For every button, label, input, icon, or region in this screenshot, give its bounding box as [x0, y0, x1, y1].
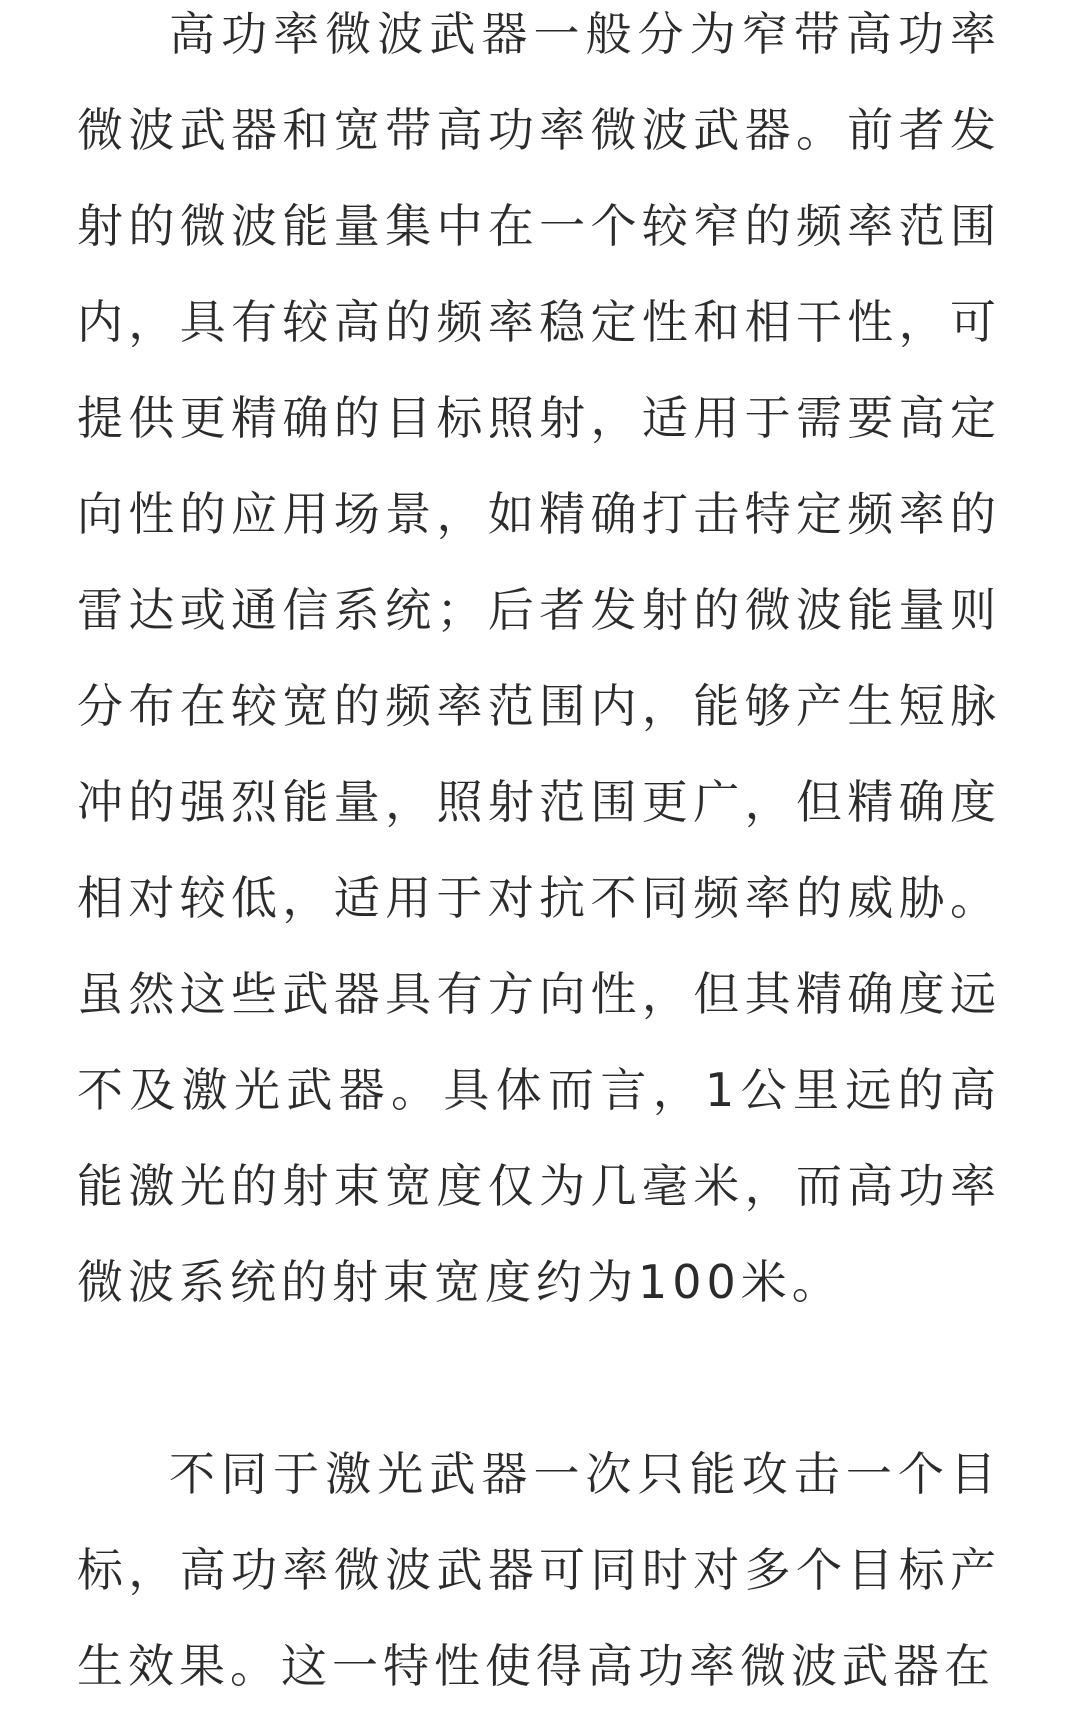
paragraph-gap: [77, 1330, 1001, 1426]
paragraph-1: 高功率微波武器一般分为窄带高功率微波武器和宽带高功率微波武器。前者发射的微波能量集中在一个较窄的频率范围内，具有较高的频率稳定性和相干性，可提供更精确的目标照射，适用于需要高定向性的应用场景，如精确打击特定频率的雷达或通信系统；后者发射的微波能量则分布在较宽的频率范围内，能够产生短脉冲的强烈能量，照射范围更广，但精确度相对较低，适用于对抗不同频率的威胁。虽然这些武器具有方向性，但其精确度远不及激光武器。具体而言，1公里远的高能激光的射束宽度仅为几毫米，而高功率微波系统的射束宽度约为100米。: [77, 7, 1001, 1309]
paragraph-2: 不同于激光武器一次只能攻击一个目标，高功率微波武器可同时对多个目标产生效果。这一特性使得高功率微波武器在: [77, 1447, 1001, 1693]
article-body: [77, 0, 1001, 1714]
